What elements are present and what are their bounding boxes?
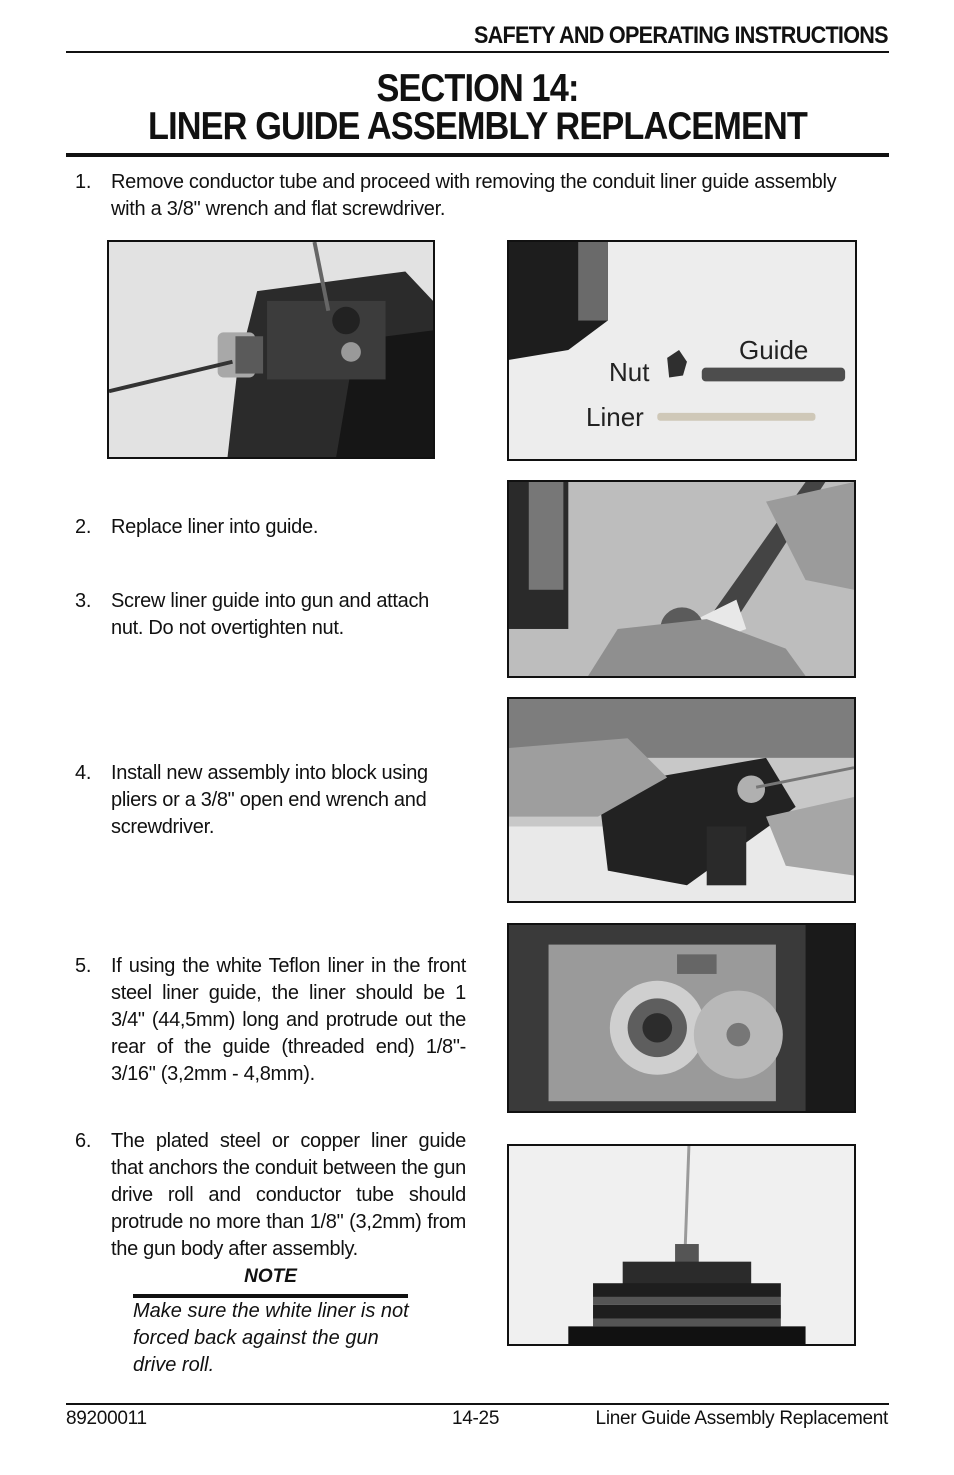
photo-drive-rolls — [507, 923, 856, 1113]
section-title — [66, 67, 889, 148]
step-3 — [75, 588, 475, 648]
step-number: 3. — [75, 590, 92, 612]
section-rule — [66, 153, 889, 157]
step-text: Screw liner guide into gun and attach nut. Do not overtighten nut. — [111, 590, 430, 639]
step-number: 5. — [75, 955, 92, 977]
step-number: 1. — [75, 171, 92, 193]
step-text: Install new assembly into block using pliers or a 3/8" open end wrench and screwdriver. — [111, 762, 428, 838]
step-5 — [75, 953, 475, 1093]
label-guide: Guide — [739, 335, 809, 365]
section-title-line2: LINER GUIDE ASSEMBLY REPLACEMENT — [148, 105, 807, 148]
photo-parts-layout — [507, 240, 857, 461]
step-1 — [75, 169, 875, 229]
step-number: 6. — [75, 1130, 92, 1152]
step-text: The plated steel or copper liner guide that anchors the conduit between the gun drive roll and conductor tube should protrude no more than 1/8" (3,2mm) from the gun body after assembly. — [111, 1130, 466, 1260]
header-rule — [66, 51, 889, 53]
note-text: Make sure the white liner is not forced back against the gun drive roll. — [133, 1300, 409, 1376]
header-title: SAFETY AND OPERATING INSTRUCTIONS — [474, 22, 888, 49]
photo-liner-into-guide — [507, 480, 856, 678]
photo-install-assembly — [507, 697, 856, 903]
step-2 — [75, 514, 475, 544]
step-4 — [75, 760, 475, 850]
footer-rule — [66, 1403, 889, 1405]
step-text: Replace liner into guide. — [111, 516, 319, 538]
step-text: If using the white Teflon liner in the front steel liner guide, the liner should be 1 3/4" (44,5mm) long and protrude out the rear of the guide (threaded end) 1/8"- 3/16" (3,2mm - 4,8mm). — [111, 955, 466, 1085]
photo-gun-body-liner — [507, 1144, 856, 1346]
footer-doc-number: 89200011 — [66, 1408, 147, 1429]
label-nut: Nut — [609, 357, 650, 387]
footer-section-name: Liner Guide Assembly Replacement — [595, 1408, 888, 1429]
label-liner: Liner — [586, 402, 644, 432]
step-number: 4. — [75, 762, 92, 784]
step-6 — [75, 1128, 475, 1268]
step-number: 2. — [75, 516, 92, 538]
footer-page-number: 14-25 — [452, 1408, 500, 1429]
photo-gun-disassembly — [107, 240, 435, 459]
step-text: Remove conductor tube and proceed with removing the conduit liner guide assembly with a 3/8" wrench and flat screwdriver. — [111, 171, 837, 220]
note-title: NOTE — [244, 1266, 297, 1287]
section-title-line1: SECTION 14: — [376, 67, 579, 110]
